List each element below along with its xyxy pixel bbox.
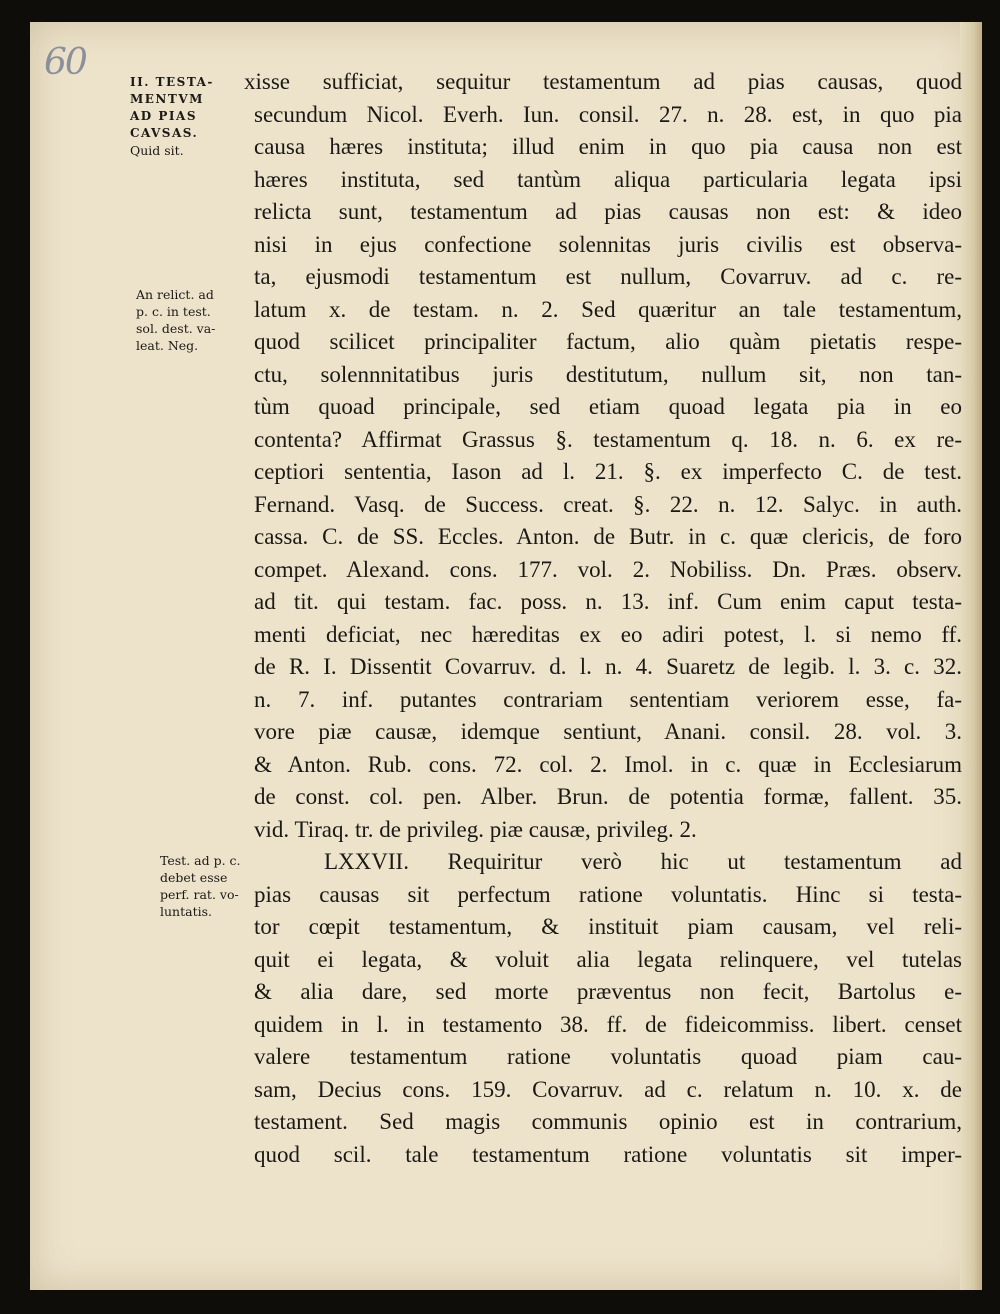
margin-note-line: luntatis.	[160, 904, 212, 919]
text-line: hæres instituta, sed tantùm aliqua particularia legata ipsi	[254, 166, 962, 192]
text-line: relicta sunt, testamentum ad pias causas non est: & ideo	[254, 199, 962, 224]
text-line: cassa. C. de SS. Eccles. Anton. de Butr. in c. quæ clericis, de foro	[254, 524, 962, 549]
text-line: & alia dare, sed morte præventus non fecit, Bartolus e-	[254, 979, 962, 1004]
text-line: tùm quoad principale, sed etiam quoad legata pia in eo	[254, 394, 962, 419]
margin-note-line: perf. rat. vo-	[160, 887, 239, 902]
page-edge	[960, 22, 982, 1290]
paragraph-start-line: LXXVII. Requiritur verò hic ut testamentum ad	[324, 849, 962, 874]
text-line: tor cœpit testamentum, & instituit piam causam, vel reli-	[254, 914, 962, 939]
text-line: ceptiori sententia, Iason ad l. 21. §. ex imperfecto C. de test.	[254, 459, 962, 484]
text-line: sam, Decius cons. 159. Covarruv. ad c. relatum n. 10. x. de	[254, 1076, 962, 1102]
text-line: secundum Nicol. Everh. Iun. consil. 27. n. 28. est, in quo pia	[254, 101, 962, 127]
text-line: vore piæ causæ, idemque sentiunt, Anani. consil. 28. vol. 3.	[254, 719, 962, 744]
margin-note-line: MENTVM	[130, 92, 204, 106]
margin-note-line: Test. ad p. c.	[160, 853, 241, 868]
text-line: nisi in ejus confectione solennitas juris civilis est observa-	[254, 231, 962, 257]
text-line: & Anton. Rub. cons. 72. col. 2. Imol. in c. quæ in Ecclesiarum	[254, 751, 962, 777]
margin-note-line: debet esse	[160, 870, 228, 885]
text-line: de const. col. pen. Alber. Brun. de potentia formæ, fallent. 35.	[254, 784, 962, 809]
text-line: latum x. de testam. n. 2. Sed quæritur an tale testamentum,	[254, 296, 962, 322]
text-line: de R. I. Dissentit Covarruv. d. l. n. 4. Suaretz de legib. l. 3. c. 32.	[254, 654, 962, 679]
body-text	[244, 66, 962, 1171]
text-line: compet. Alexand. cons. 177. vol. 2. Nobiliss. Dn. Præs. observ.	[254, 556, 962, 582]
margin-note-line: sol. dest. va-	[136, 321, 216, 336]
page-number: 60	[44, 42, 86, 83]
text-line: ta, ejusmodi testamentum est nullum, Covarruv. ad c. re-	[254, 264, 962, 289]
text-line: quidem in l. in testamento 38. ff. de fideicommiss. libert. censet	[254, 1011, 962, 1037]
margin-note-line: p. c. in test.	[136, 304, 211, 319]
text-line: menti deficiat, nec hæreditas ex eo adiri potest, l. si nemo ff.	[254, 621, 962, 647]
margin-note-testamentum-ad-pias-causas	[130, 74, 248, 159]
margin-note-line: An relict. ad	[136, 287, 214, 302]
text-line: quit ei legata, & voluit alia legata relinquere, vel tutelas	[254, 946, 962, 972]
text-line: n. 7. inf. putantes contrariam sententiam veriorem esse, fa-	[254, 686, 962, 712]
margin-note-an-relict	[136, 286, 254, 354]
text-line: contenta? Affirmat Grassus §. testamentum q. 18. n. 6. ex re-	[254, 426, 962, 452]
text-line: causa hæres instituta; illud enim in quo pia causa non est	[254, 134, 962, 159]
text-line: ad tit. qui testam. fac. poss. n. 13. inf. Cum enim caput testa-	[254, 589, 962, 614]
text-line: Fernand. Vasq. de Success. creat. §. 22. n. 12. Salyc. in auth.	[254, 491, 962, 517]
text-line: vid. Tiraq. tr. de privileg. piæ causæ, privileg. 2.	[254, 816, 697, 842]
text-line: valere testamentum ratione voluntatis quoad piam cau-	[254, 1044, 962, 1069]
margin-note-line: II. TESTA-	[130, 75, 214, 89]
margin-note-line: leat. Neg.	[136, 338, 199, 353]
text-line: quod scilicet principaliter factum, alio quàm pietatis respe-	[254, 329, 962, 354]
text-line: xisse sufficiat, sequitur testamentum ad pias causas, quod	[244, 69, 962, 94]
text-line: pias causas sit perfectum ratione voluntatis. Hinc si testa-	[254, 881, 962, 907]
text-line: testament. Sed magis communis opinio est in contrarium,	[254, 1109, 962, 1134]
text-line: quod scil. tale testamentum ratione voluntatis sit imper-	[254, 1141, 962, 1167]
text-line: ctu, solennnitatibus juris destitutum, nullum sit, non tan-	[254, 361, 962, 387]
margin-note-line: Quid sit.	[130, 143, 184, 158]
margin-note-line: AD PIAS	[130, 109, 198, 123]
margin-note-line: CAVSAS.	[130, 126, 199, 140]
